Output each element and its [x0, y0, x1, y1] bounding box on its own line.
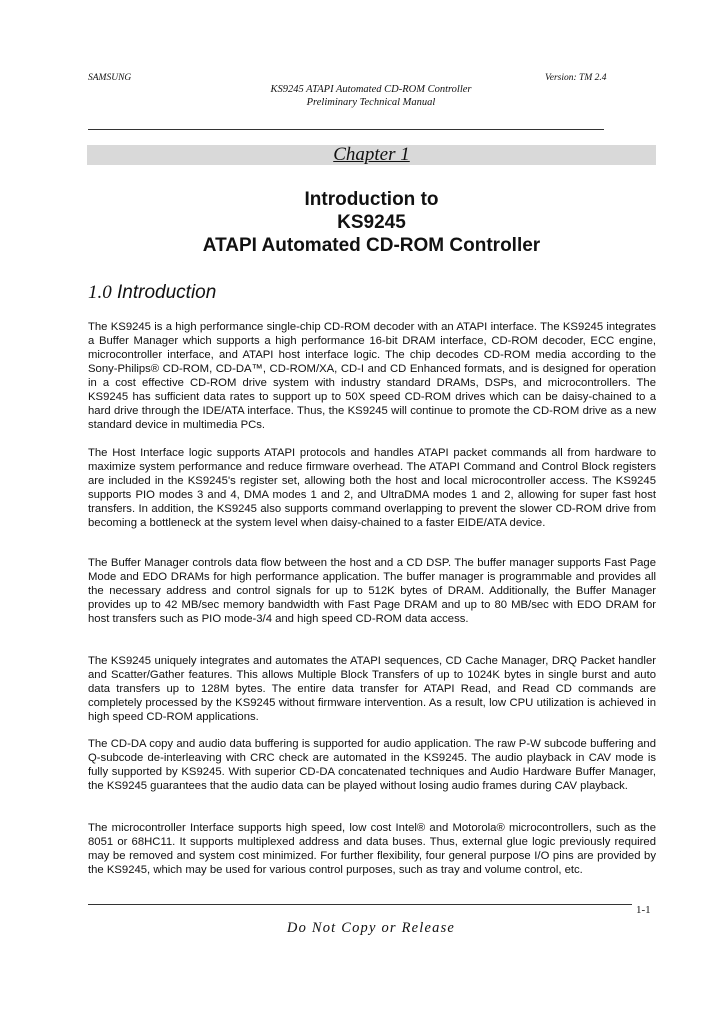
header-company: SAMSUNG [88, 73, 132, 83]
paragraph-6: The microcontroller Interface supports high speed, low cost Intel® and Motorola® microcontrollers, such as the 8051 or 68HC11. It supports multiplexed address and data buses. Thus, external glue logic previously required may be removed and system cost minimized. For further flexibility, four general purpose I/O pins are provided by the KS9245, which may be used for various control purposes, such as tray and volume control, etc. [88, 822, 656, 876]
chapter-title-line-2: KS9245 [337, 212, 406, 233]
header-version: Version: TM 2.4 [545, 73, 607, 83]
header-doc-title: KS9245 ATAPI Automated CD-ROM Controller [270, 84, 472, 95]
paragraph-2: The Host Interface logic supports ATAPI protocols and handles ATAPI packet commands all from hardware to maximize system performance and reduce firmware overhead. The ATAPI Command and Control Block registers are included in the KS9245's register set, allowing both the host and local microcontroller access. The KS9245 supports PIO modes 3 and 4, DMA modes 1 and 2, and UltraDMA modes 1 and 2, allowing for super fast host transfers. In addition, the KS9245 also supports command overlapping to prevent the slower CD-ROM drive from becoming a bottleneck at the system level when daisy-chained to a faster EIDE/ATA device. [88, 447, 656, 529]
paragraph-5: The CD-DA copy and audio data buffering is supported for audio application. The raw P-W subcode buffering and Q-subcode de-interleaving with CRC check are automated in the KS9245. The audio playback in CAV mode is fully supported by KS9245. With superior CD-DA concatenated techniques and Audio Hardware Buffer Manager, the KS9245 guarantees that the audio data can be played without losing audio frames during CAV playback. [88, 738, 656, 792]
section-heading [88, 282, 216, 304]
page-number: 1-1 [636, 904, 651, 916]
footer-rule [88, 904, 632, 905]
paragraph-1: The KS9245 is a high performance single-chip CD-ROM decoder with an ATAPI interface. The KS9245 integrates a Buffer Manager which supports a high performance 16-bit DRAM interface, CD-ROM decoder, ECC engine, microcontroller interface, and ATAPI host interface logic. The chip decodes CD-ROM media according to the Sony-Philips® CD-ROM, CD-DA™, CD-ROM/XA, CD-I and CD Enhanced formats, and is designed for operation in a cost effective CD-ROM drive system with industry standard DRAMs, DSPs, and microcontrollers. The KS9245 has sufficient data rates to support up to 50X speed CD-ROM drives which can be daisy-chained to a hard drive through the IDE/ATA interface. Thus, the KS9245 will continue to promote the CD-ROM drive as a new standard device in multimedia PCs. [88, 321, 656, 431]
paragraph-3: The Buffer Manager controls data flow between the host and a CD DSP. The buffer manager supports Fast Page Mode and EDO DRAMs for high performance application. The buffer manager is programmable and provides all the necessary address and control signals for up to 512K bytes of DRAM. Additionally, the Buffer Manager provides up to 42 MB/sec memory bandwidth with Fast Page DRAM and up to 80 MB/sec with EDO DRAM for host transfers such as PIO mode-3/4 and high speed CD-ROM data access. [88, 557, 656, 625]
chapter-label: Chapter 1 [333, 144, 410, 165]
section-number: 1.0 [88, 282, 112, 303]
header-doc-subtitle: Preliminary Technical Manual [306, 97, 436, 108]
header-rule [88, 129, 604, 130]
chapter-title-line-3: ATAPI Automated CD-ROM Controller [202, 235, 541, 256]
footer-notice: Do Not Copy or Release [286, 920, 456, 936]
paragraph-4: The KS9245 uniquely integrates and automates the ATAPI sequences, CD Cache Manager, DRQ Packet handler and Scatter/Gather features. This allows Multiple Block Transfers of up to 1024K bytes in single burst and auto data transfers up to 128M bytes. The entire data transfer for ATAPI Read, and Read CD commands are completely processed by the KS9245 without firmware intervention. As a result, low CPU utilization is achieved in high speed CD-ROM applications. [88, 655, 656, 723]
chapter-title-line-1: Introduction to [304, 189, 439, 210]
section-title: Introduction [117, 282, 217, 303]
